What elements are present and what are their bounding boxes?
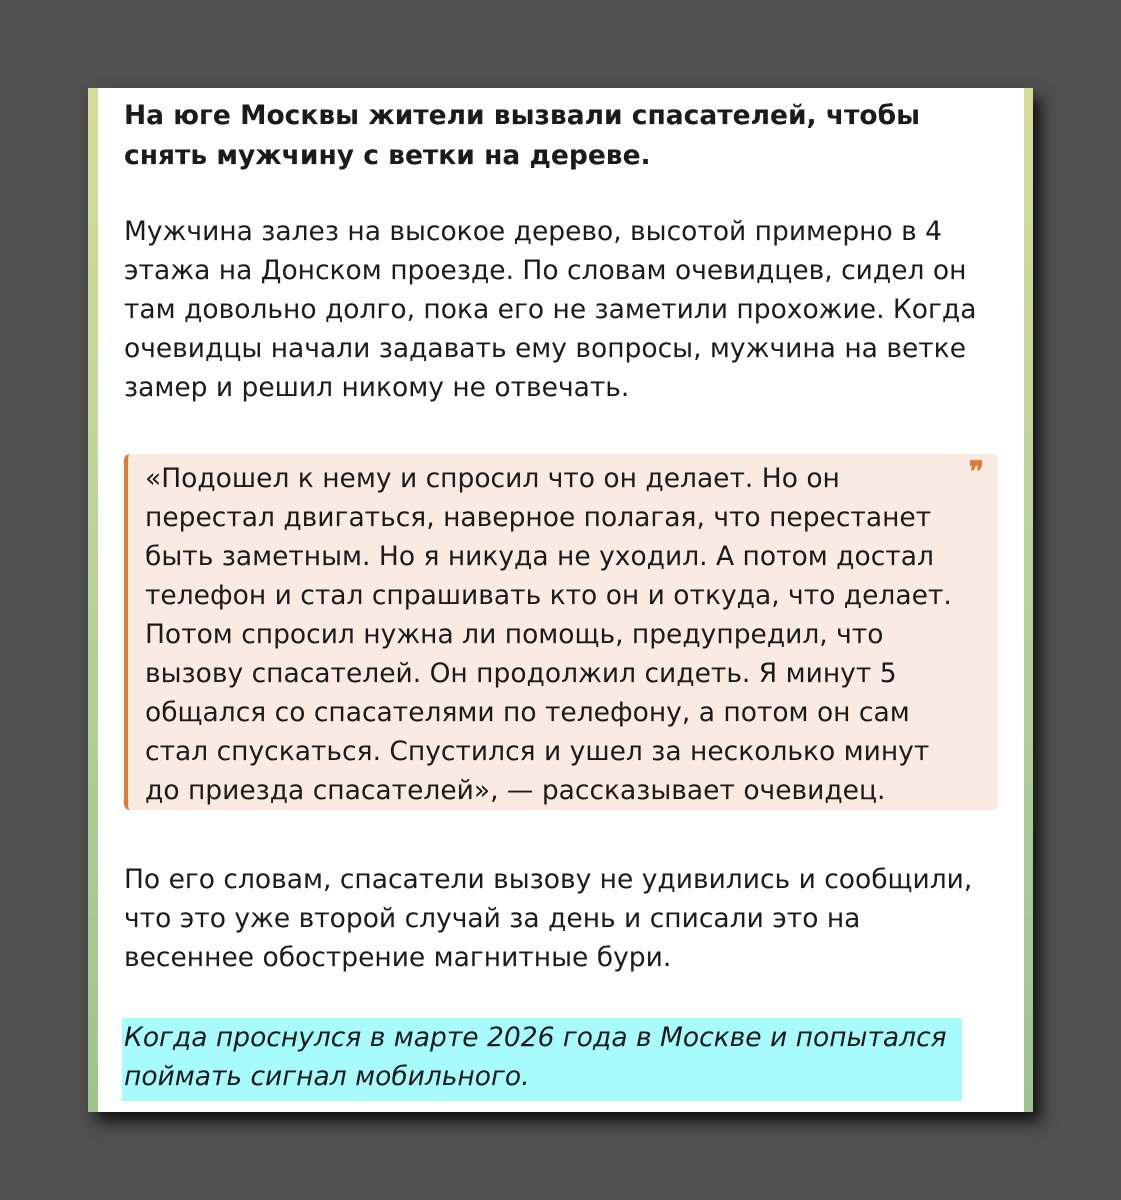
highlighted-caption — [122, 1018, 962, 1101]
message-headline: На юге Москвы жители вызвали спасателей, чтобы снять мужчину с ветки на дереве. — [124, 100, 921, 171]
message-paragraph: Мужчина залез на высокое дерево, высотой примерно в 4 этажа на Донском проезде. По словам очевидцев, сидел он там довольно долго, пока его не заметили прохожие. Когда очевидцы начали задавать ему вопросы, мужчина на ветке замер и решил никому не отвечать. — [124, 216, 977, 403]
message-bubble[interactable] — [98, 88, 1024, 1112]
blockquote-text: «Подошел к нему и спросил что он делает. Но он перестал двигаться, наверное полагая, что перестанет быть заметным. Но я никуда не уходил. А потом достал телефон и стал спрашивать кто он и откуда, что делает. Потом спросил нужна ли помощь, предупредил, что вызову спасателей. Он продолжил сидеть. Я минут 5 общался со спасателями по телефону, а потом он сам стал спускаться. Спустился и ушел за несколько минут до приезда спасателей», — рассказывает очевидец. — [145, 463, 952, 806]
message-paragraph: По его словам, спасатели вызову не удивились и сообщили, что это уже второй случай за день и списали это на весеннее обострение магнитные бури. — [124, 864, 973, 973]
quote-mark-icon: ❞ — [968, 455, 984, 488]
caption-text: Когда проснулся в марте 2026 года в Москве и попытался поймать сигнал мобильного. — [124, 1022, 947, 1092]
blockquote — [124, 454, 998, 810]
